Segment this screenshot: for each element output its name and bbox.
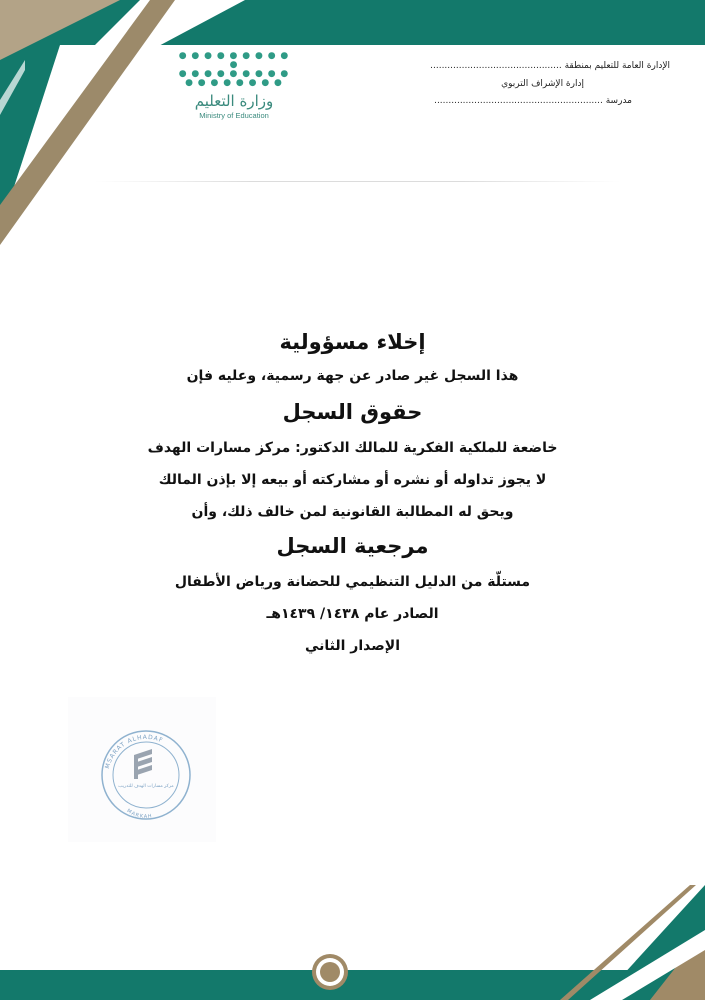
logo-english-text: Ministry of Education: [199, 111, 269, 120]
header-divider: [95, 181, 620, 182]
logo-arabic-text: وزارة التعليم: [194, 92, 274, 110]
logo-dots-icon: ● ● ● ● ● ● ● ● ● ● ● ● ● ● ● ● ● ● ● ● ● ● ● ● ● ● ●: [178, 51, 290, 88]
stamp-arabic-text: مركز مسارات الهدف للتدريب: [118, 784, 174, 789]
admin-info-box: [405, 53, 688, 111]
reference-heading: مرجعية السجل: [276, 534, 429, 558]
reference-line-1: مستلّة من الدليل التنظيمي للحضانة ورياض الأطفال: [174, 574, 531, 590]
stamp-bottom-text: MARKAH: [125, 808, 154, 820]
rights-line-3: ويحق له المطالبة القانونية لمن خالف ذلك، وأن: [191, 504, 514, 520]
disclaimer-content: [60, 330, 645, 654]
rights-line-2: لا يجوز تداوله أو نشره أو مشاركته أو بيعه إلا بإذن المالك: [158, 472, 547, 488]
admin-line-school: مدرسة ...........................................................: [434, 96, 632, 106]
edition-line: الإصدار الثاني: [304, 638, 401, 654]
bottom-ornament-core: [320, 962, 340, 982]
disclaimer-title: إخلاء مسؤولية: [279, 330, 426, 354]
stamp-top-text: MSARAT ALHADAF: [103, 733, 165, 770]
stamp-logo-icon: [134, 749, 152, 779]
msarat-stamp: [68, 697, 216, 842]
admin-line-supervision: إدارة الإشراف التربوي: [501, 79, 584, 89]
rights-heading: حقوق السجل: [282, 400, 423, 424]
admin-line-region: الإدارة العامة للتعليم بمنطقة ..............................................: [430, 61, 670, 71]
stamp-outer-ring: [102, 731, 190, 819]
rights-line-1: خاضعة للملكية الفكرية للمالك الدكتور: مركز مسارات الهدف: [147, 440, 558, 456]
reference-line-2: الصادر عام ١٤٣٨/ ١٤٣٩هـ: [266, 606, 439, 622]
ministry-logo: [175, 52, 293, 122]
disclaimer-line-1: هذا السجل غير صادر عن جهة رسمية، وعليه فإن: [186, 368, 519, 384]
